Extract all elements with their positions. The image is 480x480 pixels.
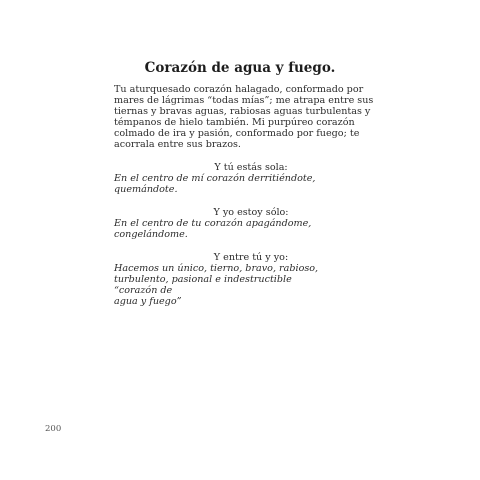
intro-line: Tu aturquesado corazón halagado, conformado por: [114, 84, 364, 95]
stanza-line: turbulento, pasional e indestructible “corazón de: [114, 274, 292, 296]
stanza-line: agua y fuego”: [114, 296, 182, 307]
stanza-lead: Y tú estás sola:: [214, 162, 288, 173]
stanza: [114, 207, 338, 240]
page-number: 200: [45, 424, 62, 434]
stanza-line: congelándome.: [114, 229, 188, 240]
intro-line: tiernas y bravas aguas, rabiosas aguas turbulentas y: [114, 106, 371, 117]
stanza-line: Hacemos un único, tierno, bravo, rabioso,: [114, 263, 319, 274]
intro-paragraph: [114, 84, 374, 150]
stanza-line: En el centro de tu corazón apagándome,: [114, 218, 312, 229]
stanza-line: quemándote.: [114, 184, 178, 195]
poem-title: Corazón de agua y fuego.: [144, 60, 336, 76]
intro-line: mares de lágrimas “todas mías”; me atrapa entre sus: [114, 95, 374, 106]
poem-body: [114, 84, 374, 307]
intro-line: témpanos de hielo también. Mi purpúreo corazón: [114, 117, 355, 128]
intro-line: colmado de ira y pasión, conformado por fuego; te: [114, 128, 360, 139]
stanza-lead: Y entre tú y yo:: [213, 252, 289, 263]
stanza-line: En el centro de mí corazón derritiéndote,: [114, 173, 316, 184]
stanza: [114, 252, 338, 307]
stanza: [114, 162, 338, 195]
stanza-lead: Y yo estoy sólo:: [213, 207, 289, 218]
intro-line: acorrala entre sus brazos.: [114, 139, 241, 150]
